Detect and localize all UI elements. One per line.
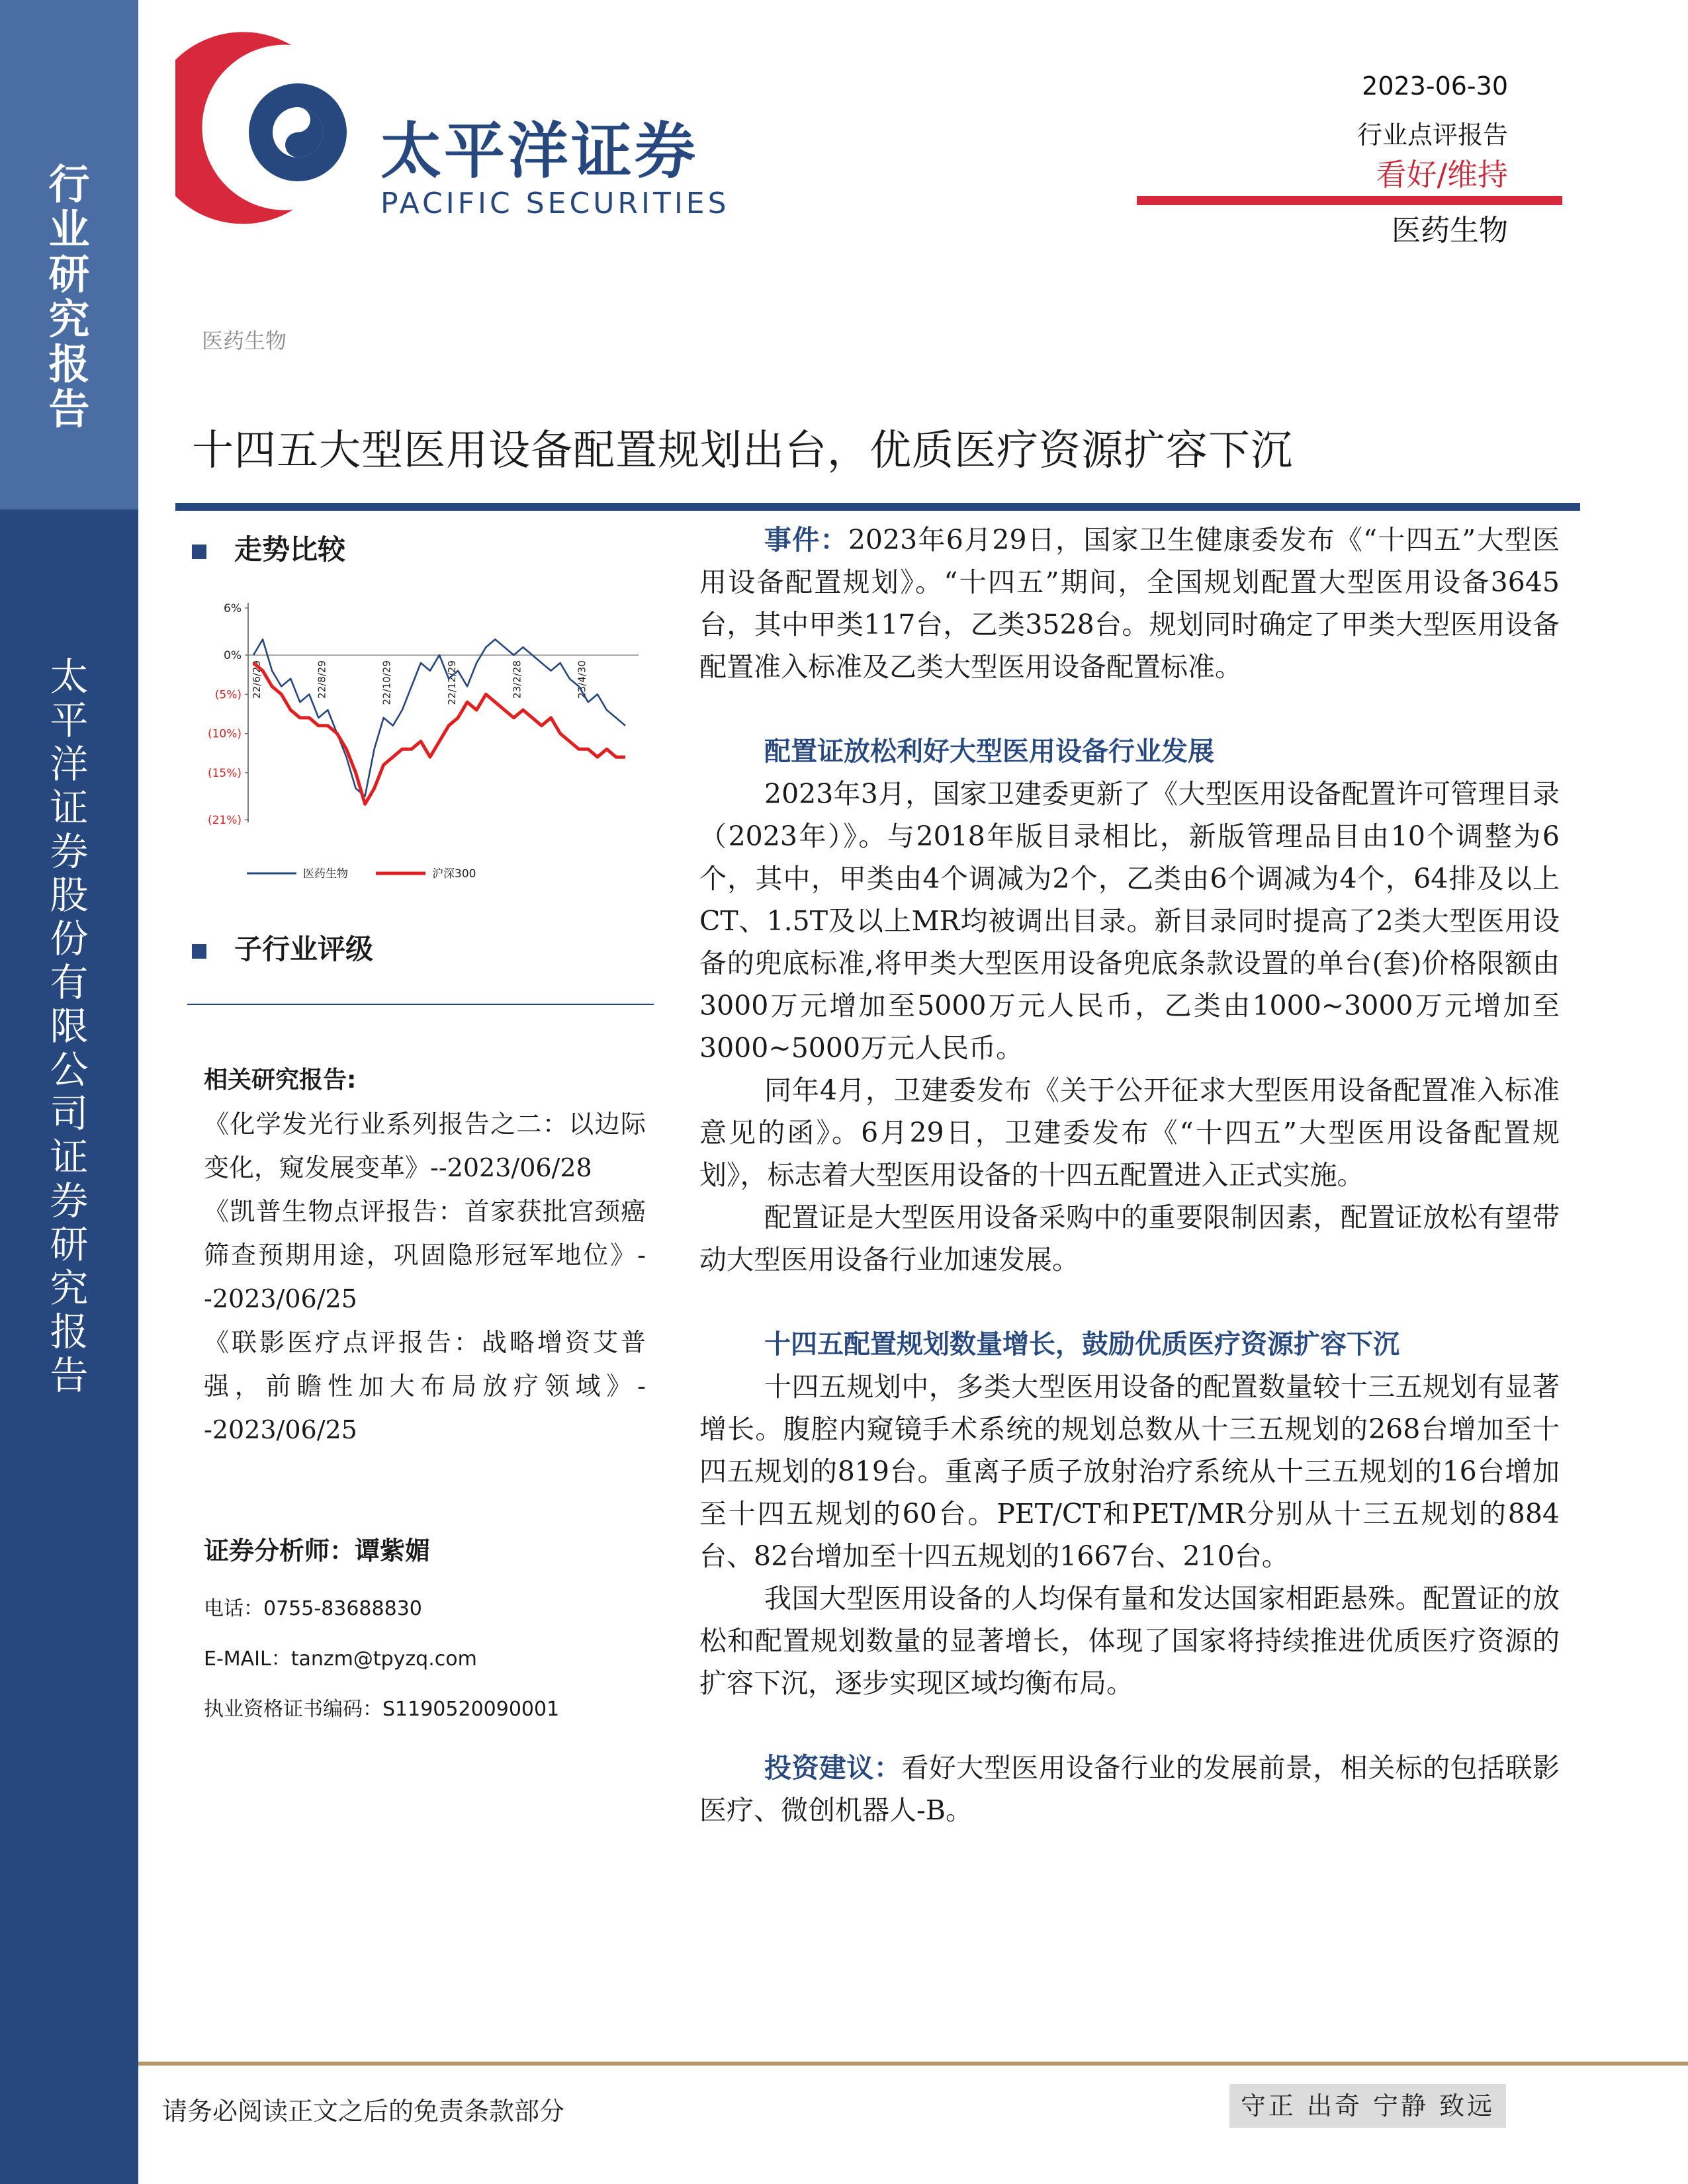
sidebar-title-char: 究 [48, 295, 90, 343]
sidebar-company-char: 公 [50, 1047, 89, 1092]
analyst-email[interactable]: E-MAIL：tanzm@tpyzq.com [204, 1647, 477, 1671]
analyst-certificate: 执业资格证书编码：S1190520090001 [204, 1698, 560, 1721]
section-heading-plan: 十四五配置规划数量增长，鼓励优质医疗资源扩容下沉 [764, 1329, 1399, 1360]
report-type: 行业点评报告 [1356, 120, 1508, 150]
footer-disclaimer: 请务必阅读正文之后的免责条款部分 [162, 2097, 565, 2126]
related-report-link[interactable]: 《化学发光行业系列报告之二：以边际变化，窥发展变革》--2023/06/28 [204, 1110, 646, 1182]
investment-paragraph [699, 1747, 1560, 1831]
bullet-square-icon [192, 944, 206, 959]
sidebar-company-char: 报 [50, 1309, 89, 1354]
rating-underline [1137, 196, 1562, 205]
y-tick-label: 0% [224, 649, 242, 663]
x-tick-label: 23/4/30 [576, 660, 588, 699]
report-body [699, 519, 1560, 1831]
x-tick-label: 22/12/29 [446, 660, 459, 705]
event-paragraph [699, 519, 1560, 688]
page-title: 十四五大型医用设备配置规划出台，优质医疗资源扩容下沉 [192, 426, 1293, 474]
sidebar-company-char: 究 [50, 1266, 89, 1311]
sidebar-company-char: 有 [50, 960, 89, 1005]
title-divider [175, 503, 1580, 511]
sidebar-company-char: 限 [50, 1004, 89, 1049]
footer-motto: 守正 出奇 宁静 致远 [1229, 2084, 1506, 2128]
sidebar-report-label [0, 162, 138, 432]
trend-section-heading: 走势比较 [192, 528, 345, 568]
analyst-info [204, 1530, 559, 1735]
investment-text: 看好大型医用设备行业的发展前景，相关标的包括联影医疗、微创机器人-B。 [699, 1752, 1560, 1826]
industry-rating: 看好/维持 [1376, 157, 1508, 193]
pacific-securities-logo-icon [175, 26, 374, 225]
sector-tag: 医药生物 [202, 328, 287, 353]
sidebar-company-char: 份 [50, 916, 89, 961]
logo-english-name: PACIFIC SECURITIES [380, 187, 730, 220]
series-line-2 [253, 663, 625, 804]
bullet-square-icon [192, 545, 206, 559]
x-tick-label: 22/6/29 [251, 660, 263, 699]
x-tick-label: 22/10/29 [380, 660, 393, 705]
sidebar-company-char: 券 [50, 1178, 89, 1223]
sidebar-company-char: 洋 [50, 742, 89, 787]
report-date: 2023-06-30 [1362, 71, 1508, 101]
subindustry-rating-heading: 子行业评级 [192, 928, 373, 967]
sidebar-company-char: 告 [50, 1353, 89, 1398]
sidebar-company-char: 证 [50, 785, 89, 830]
section-heading-license: 配置证放松利好大型医用设备行业发展 [764, 736, 1214, 767]
sidebar-company-char: 研 [50, 1222, 89, 1267]
y-tick-label: (15%) [207, 766, 242, 780]
sidebar-title-char: 行 [48, 160, 90, 208]
x-tick-label: 22/8/29 [316, 660, 328, 699]
logo-chinese-name: 太平洋证券 [380, 116, 699, 187]
body-paragraph: 同年4月，卫建委发布《关于公开征求大型医用设备配置准入标准意见的函》。6月29日，卫建委发布《“十四五”大型医用设备配置规划》，标志着大型医用设备的十四五配置进入正式实施。 [699, 1074, 1560, 1191]
event-label: 事件： [764, 524, 848, 556]
investment-label: 投资建议： [764, 1752, 902, 1784]
analyst-phone: 电话：0755-83688830 [204, 1597, 422, 1620]
subindustry-divider [187, 1004, 654, 1005]
related-report-link[interactable]: 《联影医疗点评报告：战略增资艾普强，前瞻性加大布局放疗领域》--2023/06/25 [204, 1328, 646, 1444]
sidebar-title-char: 报 [48, 340, 90, 388]
related-reports [204, 1059, 646, 1452]
related-reports-title: 相关研究报告: [204, 1067, 357, 1094]
trend-comparison-chart [187, 592, 657, 890]
sidebar-title-char: 业 [48, 205, 90, 253]
y-tick-label: (21%) [207, 814, 242, 827]
footer-divider [138, 2062, 1688, 2066]
y-tick-label: (10%) [207, 727, 242, 741]
legend-label: 医药生物 [303, 867, 348, 881]
body-paragraph: 我国大型医用设备的人均保有量和发达国家相距悬殊。配置证的放松和配置规划数量的显著增长，体现了国家将持续推进优质医疗资源的扩容下沉，逐步实现区域均衡布局。 [699, 1583, 1560, 1699]
sidebar-company-char: 平 [50, 698, 89, 743]
related-report-link[interactable]: 《凯普生物点评报告：首家获批宫颈癌筛查预期用途，巩固隐形冠军地位》--2023/06/25 [204, 1197, 646, 1313]
industry-name: 医药生物 [1392, 214, 1508, 247]
analyst-name: 证券分析师：谭紫媚 [204, 1536, 431, 1565]
legend-label: 沪深300 [432, 867, 476, 881]
body-paragraph: 配置证是大型医用设备采购中的重要限制因素，配置证放松有望带动大型医用设备行业加速发展。 [699, 1201, 1560, 1276]
y-tick-label: 6% [224, 602, 242, 615]
sidebar-company-char: 证 [50, 1135, 89, 1180]
body-paragraph: 十四五规划中，多类大型医用设备的配置数量较十三五规划有显著增长。腹腔内窥镜手术系统的规划总数从十三五规划的268台增加至十四五规划的819台。重离子质子放射治疗系统从十三五规划的16台增加至十四五规划的60台。PET/CT和PET/MR分别从十三五规划的884台、82台增加至十四五规划的1667台、210台。 [699, 1371, 1560, 1572]
y-tick-label: (5%) [214, 688, 242, 702]
sidebar-title-char: 告 [48, 385, 90, 433]
sidebar-title-char: 研 [48, 250, 90, 298]
sidebar-company-char: 股 [50, 873, 89, 918]
body-paragraph: 2023年3月，国家卫建委更新了《大型医用设备配置许可管理目录（2023年）》。与2018年版目录相比，新版管理品目由10个调整为6个，其中，甲类由4个调减为2个，乙类由6个调减为4个，64排及以上CT、1.5T及以上MR均被调出目录。新目录同时提高了2类大型医用设备的兜底标准,将甲类大型医用设备兜底条款设置的单台(套)价格限额由3000万元增加至5000万元人民币，乙类由1000~3000万元增加至3000~5000万元人民币。 [699, 778, 1560, 1064]
sidebar-company-char: 券 [50, 829, 89, 874]
x-tick-label: 23/2/28 [511, 660, 523, 699]
sidebar-company-char: 司 [50, 1091, 89, 1136]
sidebar-company-name [0, 655, 138, 1397]
sidebar-company-char: 太 [50, 654, 89, 699]
event-text: 2023年6月29日，国家卫生健康委发布《“十四五”大型医用设备配置规划》。“十四五”期间，全国规划配置大型医用设备3645台，其中甲类117台，乙类3528台。规划同时确定了甲类大型医用设备配置准入标准及乙类大型医用设备配置标准。 [699, 524, 1560, 683]
